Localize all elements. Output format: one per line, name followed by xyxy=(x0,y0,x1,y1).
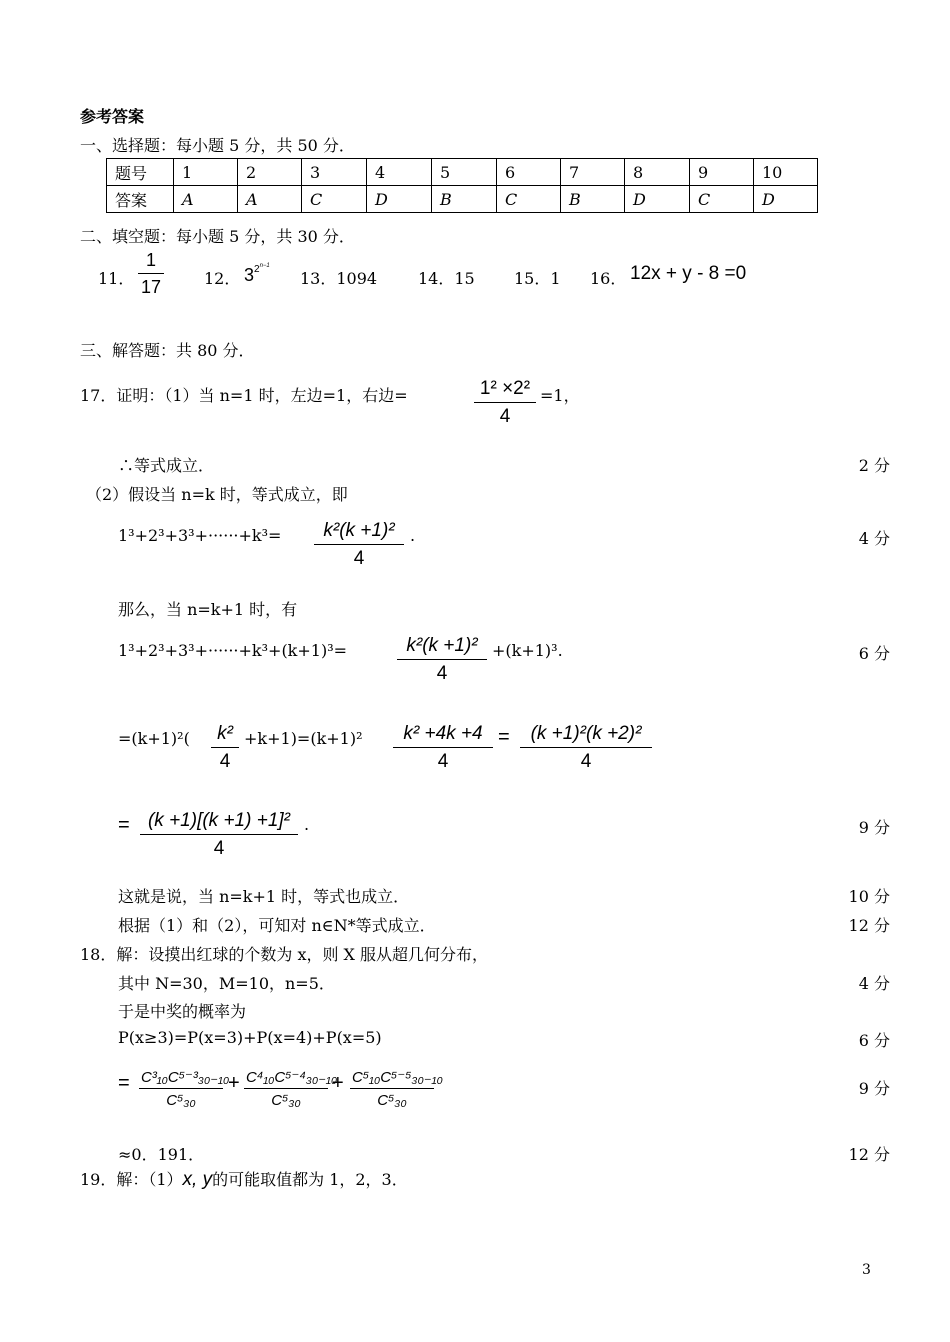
q13-answer: 13．1094 xyxy=(300,269,378,288)
q14-answer: 14．15 xyxy=(418,269,475,288)
section-3-heading: 三、解答题：共 80 分． xyxy=(80,341,255,360)
q11-label: 11． xyxy=(98,269,135,288)
p17-line1: 17．证明：（1）当 n=1 时，左边=1，右边= xyxy=(80,386,408,405)
p17-line4: 1³+2³+3³+······+k³= xyxy=(118,526,282,545)
score: 2 分 xyxy=(858,456,890,475)
score: 9 分 xyxy=(858,1079,890,1098)
p18-line3: 于是中奖的概率为 xyxy=(118,1002,247,1021)
q12-label: 12． xyxy=(204,269,241,288)
p17-line2: ∴等式成立． xyxy=(118,456,215,475)
fraction-denominator: 4 xyxy=(219,751,231,772)
p17-line7-a: =(k+1)²( xyxy=(118,729,190,748)
score: 12 分 xyxy=(848,916,890,935)
p18-line5-eq: = xyxy=(118,1072,130,1094)
answer-title: 参考答案 xyxy=(80,107,145,126)
fraction-denominator: 4 xyxy=(213,838,225,859)
q12-exponent: 2 xyxy=(254,264,260,275)
score: 12 分 xyxy=(848,1145,890,1164)
fraction-denominator: 4 xyxy=(353,548,365,569)
score: 4 分 xyxy=(858,529,890,548)
fraction-numerator: k² +4k +4 xyxy=(393,723,493,748)
p17-line6-post: +(k+1)³. xyxy=(492,641,563,660)
table-cell: 10 xyxy=(754,159,818,186)
table-cell: 4 xyxy=(367,159,432,186)
p18-line1: 18．解：设摸出红球的个数为 x，则 X 服从超几何分布， xyxy=(80,945,489,964)
table-cell: C xyxy=(302,186,367,213)
q12-value xyxy=(244,265,270,286)
q15-answer: 15．1 xyxy=(514,269,561,288)
q12-exponent-2: n−1 xyxy=(259,263,270,269)
table-cell: 7 xyxy=(561,159,625,186)
p18-line6: ≈0．191． xyxy=(118,1145,205,1164)
score: 6 分 xyxy=(858,644,890,663)
fraction-numerator: 1² ×2² xyxy=(474,378,536,403)
p19-prefix: 19．解：（1） xyxy=(80,1170,183,1189)
table-cell: D xyxy=(625,186,690,213)
p17-line9: 这就是说，当 n=k+1 时，等式也成立． xyxy=(118,887,410,906)
p17-line8-post: . xyxy=(304,815,310,834)
table-cell: D xyxy=(754,186,818,213)
table-cell: 6 xyxy=(497,159,561,186)
fraction-denominator: 4 xyxy=(437,751,449,772)
fraction-denominator: C⁵₃₀ xyxy=(166,1092,196,1109)
p19-suffix: 的可能取值都为 1，2，3． xyxy=(212,1170,408,1189)
p18-plus-2: + xyxy=(332,1072,344,1094)
fraction-denominator: C⁵₃₀ xyxy=(377,1092,407,1109)
table-cell: 2 xyxy=(238,159,302,186)
p18-fraction-2 xyxy=(244,1068,338,1109)
fraction-numerator: (k +1)²(k +2)² xyxy=(520,723,652,748)
table-cell: 8 xyxy=(625,159,690,186)
fraction-denominator: C⁵₃₀ xyxy=(271,1092,301,1109)
page-number: 3 xyxy=(862,1262,871,1278)
table-cell: D xyxy=(367,186,432,213)
table-cell: C xyxy=(690,186,754,213)
table-row xyxy=(107,159,818,186)
table-row-label: 题号 xyxy=(107,159,174,186)
p18-fraction-3 xyxy=(350,1068,443,1109)
table-cell: 3 xyxy=(302,159,367,186)
fraction-numerator: 1 xyxy=(145,250,156,270)
q12-base: 3 xyxy=(244,265,255,285)
p17-line10: 根据（1）和（2），可知对 n∈N*等式成立． xyxy=(118,916,436,935)
q11-fraction xyxy=(138,250,164,298)
table-cell: 9 xyxy=(690,159,754,186)
fraction-numerator: k² xyxy=(211,723,239,748)
p17-fraction-1 xyxy=(474,378,536,428)
table-row xyxy=(107,186,818,213)
p17-line6: 1³+2³+3³+······+k³+(k+1)³= xyxy=(118,641,348,660)
p19-line1 xyxy=(80,1167,408,1191)
fraction-numerator: k²(k +1)² xyxy=(314,520,404,545)
p17-line3: （2）假设当 n=k 时，等式成立，即 xyxy=(86,485,348,504)
fraction-numerator: C⁵₁₀C⁵⁻⁵₃₀₋₁₀ xyxy=(350,1068,434,1089)
p17-line4-post: . xyxy=(410,526,416,545)
fraction-denominator: 17 xyxy=(140,277,162,297)
fraction-denominator: 4 xyxy=(580,751,592,772)
table-cell: A xyxy=(238,186,302,213)
fraction-denominator: 4 xyxy=(436,663,448,684)
score: 6 分 xyxy=(858,1031,890,1050)
p17-fraction-4 xyxy=(211,723,239,773)
p17-line1-post: =1， xyxy=(540,386,580,405)
section-2-heading: 二、填空题：每小题 5 分，共 30 分． xyxy=(80,227,355,246)
p18-fraction-1 xyxy=(139,1068,230,1109)
p17-line5: 那么，当 n=k+1 时，有 xyxy=(118,600,298,619)
p18-line2: 其中 N=30，M=10，n=5． xyxy=(118,974,335,993)
fraction-numerator: (k +1)[(k +1) +1]² xyxy=(140,810,298,835)
p17-fraction-2 xyxy=(314,520,404,570)
table-cell: C xyxy=(497,186,561,213)
p17-fraction-5 xyxy=(393,723,493,773)
score: 9 分 xyxy=(858,818,890,837)
table-cell: B xyxy=(432,186,497,213)
section-1-heading: 一、选择题：每小题 5 分，共 50 分． xyxy=(80,136,355,155)
table-row-label: 答案 xyxy=(107,186,174,213)
table-cell: 5 xyxy=(432,159,497,186)
fraction-numerator: C⁴₁₀C⁵⁻⁴₃₀₋₁₀ xyxy=(244,1068,328,1089)
q16-value: 12x + y - 8 =0 xyxy=(630,263,747,284)
p17-line8-pre: = xyxy=(118,814,130,836)
p17-fraction-3 xyxy=(397,635,487,685)
score: 4 分 xyxy=(858,974,890,993)
answer-table xyxy=(106,158,818,213)
p17-fraction-6 xyxy=(520,723,652,773)
table-cell: A xyxy=(174,186,238,213)
fraction-denominator: 4 xyxy=(499,406,511,427)
p17-fraction-7 xyxy=(140,810,298,860)
p18-plus-1: + xyxy=(228,1072,240,1094)
p18-line4: P(x≥3)=P(x=3)+P(x=4)+P(x=5) xyxy=(118,1028,382,1047)
q16-label: 16． xyxy=(590,269,627,288)
table-cell: 1 xyxy=(174,159,238,186)
p17-line7-b: +k+1)=(k+1)² xyxy=(244,729,363,748)
fraction-numerator: k²(k +1)² xyxy=(397,635,487,660)
table-cell: B xyxy=(561,186,625,213)
score: 10 分 xyxy=(848,887,890,906)
p19-math: x, y xyxy=(182,1169,213,1190)
p17-line7-eq: = xyxy=(498,726,510,748)
fraction-numerator: C³₁₀C⁵⁻³₃₀₋₁₀ xyxy=(139,1068,223,1089)
